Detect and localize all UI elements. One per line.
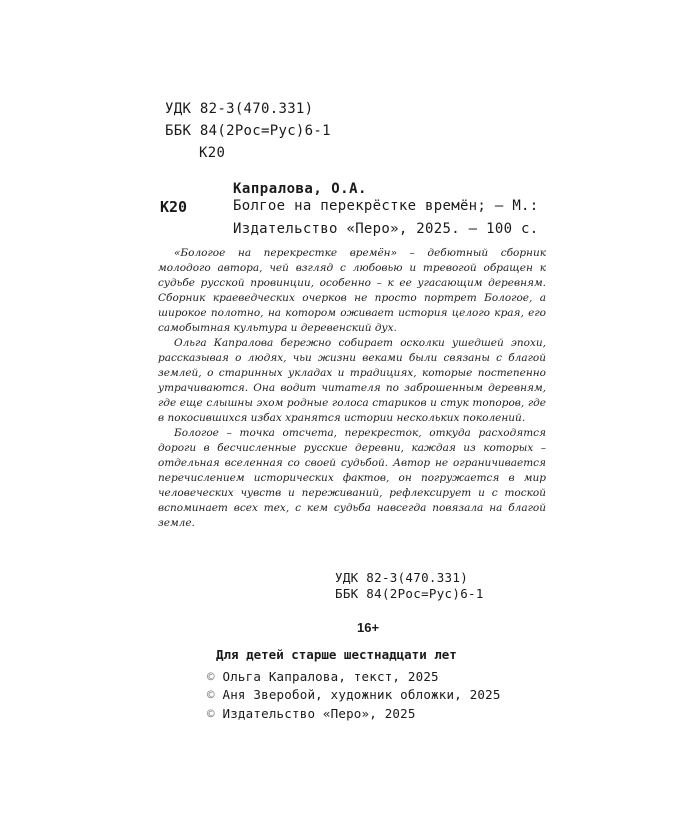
copyright-text: Ольга Капралова, текст, 2025 bbox=[222, 669, 439, 684]
copyright-icon: © bbox=[207, 687, 215, 702]
author-mark-top: К20 bbox=[199, 145, 226, 161]
udk-code-bottom: УДК 82-3(470.331) bbox=[335, 570, 469, 585]
book-title-line: Болгое на перекрёстке времён; — М.: bbox=[233, 198, 539, 214]
udk-code-top: УДК 82-3(470.331) bbox=[165, 101, 314, 117]
copyright-text: Аня Зверобой, художник обложки, 2025 bbox=[222, 687, 501, 702]
annotation-paragraph: Бологое – точка отсчета, перекресток, откуда расходятся дороги в бесчисленные русские деревни, каждая из которых – отдельная вселенная со своей судьбой. Автор не ограничивается перечислением исторических фактов, он погружается в мир человеческих чувств и переживаний, рефлексирует и с тоской вспоминает всех тех, с кем судьба навсегда повязала на благой земле. bbox=[158, 427, 546, 529]
author-name: Капралова, О.А. bbox=[233, 181, 367, 197]
annotation-paragraph: «Бологое на перекрестке времён» – дебютный сборник молодого автора, чей взгляд с любовью и тревогой обращен к судьбе русской провинции, особенно – к ее угасающим деревням. Сборник краеведческих очерков не просто портрет Бологое, а широкое полотно, на котором оживает история целого края, его самобытная культура и деревенский дух. bbox=[158, 247, 546, 334]
copyright-icon: © bbox=[207, 669, 215, 684]
copyright-icon: © bbox=[207, 706, 215, 721]
annotation-paragraph: Ольга Капралова бережно собирает осколки ушедшей эпохи, рассказывая о людях, чьи жизни веками были связаны с благой землей, о старинных укладах и традициях, которые постепенно утрачиваются. Она водит читателя по заброшенным деревням, где еще слышны эхом родные голоса стариков и стук топоров, где в покосившихся избах хранятся истории нескольких поколений. bbox=[158, 337, 546, 424]
bbk-code-top: ББК 84(2Рос=Рус)6-1 bbox=[165, 123, 331, 139]
copyright-text: Издательство «Перо», 2025 bbox=[222, 706, 416, 721]
annotation-text bbox=[158, 246, 546, 531]
age-rating: 16+ bbox=[357, 620, 380, 635]
copyright-line bbox=[207, 669, 439, 684]
copyright-line bbox=[207, 706, 416, 721]
author-mark-entry: К20 bbox=[160, 198, 188, 216]
audience-note: Для детей старше шестнадцати лет bbox=[216, 647, 457, 662]
bbk-code-bottom: ББК 84(2Рос=Рус)6-1 bbox=[335, 586, 484, 601]
copyright-line bbox=[207, 687, 501, 702]
publisher-line: Издательство «Перо», 2025. — 100 с. bbox=[233, 221, 539, 237]
